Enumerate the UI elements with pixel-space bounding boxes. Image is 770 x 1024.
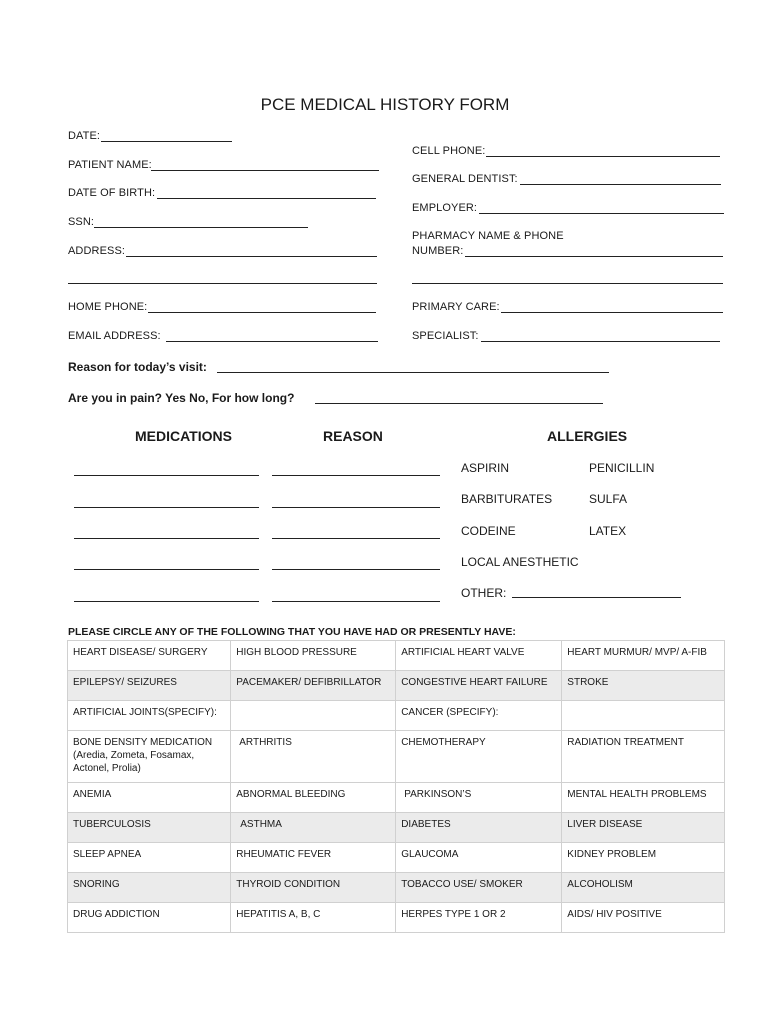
condition-cell[interactable]: HERPES TYPE 1 OR 2 xyxy=(396,903,562,933)
condition-cell[interactable]: ARTIFICIAL JOINTS(SPECIFY): xyxy=(68,701,231,731)
table-row xyxy=(68,701,725,731)
address-label: ADDRESS: xyxy=(68,245,126,257)
condition-cell[interactable]: SNORING xyxy=(68,873,231,903)
condition-cell[interactable]: TUBERCULOSIS xyxy=(68,813,231,843)
bone-density-detail: Actonel, Prolia) xyxy=(73,763,141,774)
bone-density-detail: (Aredia, Zometa, Fosamax, xyxy=(73,750,195,761)
medications-header: MEDICATIONS xyxy=(135,428,232,444)
patient-name-label: PATIENT NAME: xyxy=(68,159,152,171)
condition-cell[interactable]: ANEMIA xyxy=(68,783,231,813)
medication-field-2[interactable] xyxy=(74,507,259,508)
condition-cell[interactable]: AIDS/ HIV POSITIVE xyxy=(562,903,725,933)
reason-header: REASON xyxy=(323,428,383,444)
condition-cell[interactable]: MENTAL HEALTH PROBLEMS xyxy=(562,783,725,813)
condition-cell[interactable]: DIABETES xyxy=(396,813,562,843)
pharmacy-label: PHARMACY NAME & PHONE xyxy=(412,230,564,242)
condition-cell[interactable]: HEPATITIS A, B, C xyxy=(231,903,396,933)
cell-phone-field[interactable] xyxy=(486,156,720,157)
ssn-label: SSN: xyxy=(68,216,95,228)
reason-field-4[interactable] xyxy=(272,569,440,570)
medication-field-5[interactable] xyxy=(74,601,259,602)
condition-cell[interactable]: ALCOHOLISM xyxy=(562,873,725,903)
allergy-aspirin[interactable]: ASPIRIN xyxy=(461,461,510,475)
email-label: EMAIL ADDRESS: xyxy=(68,330,161,342)
condition-cell[interactable]: ABNORMAL BLEEDING xyxy=(231,783,396,813)
condition-cell[interactable]: RADIATION TREATMENT xyxy=(562,731,725,783)
employer-field[interactable] xyxy=(479,213,724,214)
table-row xyxy=(68,731,725,783)
pharmacy-number-label: NUMBER: xyxy=(412,245,464,257)
cell-phone-label: CELL PHONE: xyxy=(412,145,486,157)
condition-cell[interactable]: THYROID CONDITION xyxy=(231,873,396,903)
primary-care-label: PRIMARY CARE: xyxy=(412,301,500,313)
conditions-heading: PLEASE CIRCLE ANY OF THE FOLLOWING THAT YOU HAVE HAD OR PRESENTLY HAVE: xyxy=(68,626,516,638)
allergy-sulfa[interactable]: SULFA xyxy=(589,492,628,506)
reason-field-1[interactable] xyxy=(272,475,440,476)
table-row xyxy=(68,843,725,873)
pain-duration-field[interactable] xyxy=(315,403,603,404)
date-label: DATE: xyxy=(68,130,101,142)
allergy-codeine[interactable]: CODEINE xyxy=(461,524,516,538)
email-field[interactable] xyxy=(166,341,378,342)
general-dentist-label: GENERAL DENTIST: xyxy=(412,173,518,185)
allergy-local-anesthetic[interactable]: LOCAL ANESTHETIC xyxy=(461,555,579,569)
condition-cell[interactable]: PARKINSON’S xyxy=(396,783,562,813)
address-field-line-2[interactable] xyxy=(68,283,377,284)
medication-field-4[interactable] xyxy=(74,569,259,570)
ssn-field[interactable] xyxy=(94,227,308,228)
allergy-latex[interactable]: LATEX xyxy=(589,524,627,538)
medication-field-1[interactable] xyxy=(74,475,259,476)
conditions-table xyxy=(67,640,725,933)
reason-field-3[interactable] xyxy=(272,538,440,539)
condition-cell[interactable]: ARTIFICIAL HEART VALVE xyxy=(396,641,562,671)
cancer-specify-cell[interactable] xyxy=(562,701,725,731)
medication-field-3[interactable] xyxy=(74,538,259,539)
condition-cell[interactable]: STROKE xyxy=(562,671,725,701)
condition-cell[interactable]: ASTHMA xyxy=(231,813,396,843)
condition-cell[interactable]: ARTHRITIS xyxy=(231,731,396,783)
reason-field-5[interactable] xyxy=(272,601,440,602)
reason-field-2[interactable] xyxy=(272,507,440,508)
allergy-penicillin[interactable]: PENICILLIN xyxy=(589,461,655,475)
condition-cell[interactable]: HIGH BLOOD PRESSURE xyxy=(231,641,396,671)
allergy-other-label: OTHER: xyxy=(461,586,507,600)
condition-cell[interactable]: CONGESTIVE HEART FAILURE xyxy=(396,671,562,701)
allergy-other-field[interactable] xyxy=(512,597,681,598)
table-row xyxy=(68,783,725,813)
dob-field[interactable] xyxy=(157,198,376,199)
pharmacy-field-line-2[interactable] xyxy=(412,283,723,284)
dob-label: DATE OF BIRTH: xyxy=(68,187,156,199)
employer-label: EMPLOYER: xyxy=(412,202,478,214)
condition-cell[interactable] xyxy=(68,731,231,783)
allergy-barbiturates[interactable]: BARBITURATES xyxy=(461,492,553,506)
form-title: PCE MEDICAL HISTORY FORM xyxy=(260,95,510,114)
allergies-header: ALLERGIES xyxy=(547,428,628,444)
home-phone-field[interactable] xyxy=(148,312,376,313)
general-dentist-field[interactable] xyxy=(520,184,721,185)
visit-reason-field[interactable] xyxy=(217,372,609,373)
condition-cell[interactable]: SLEEP APNEA xyxy=(68,843,231,873)
bone-density-label: BONE DENSITY MEDICATION xyxy=(73,737,213,748)
visit-reason-label: Reason for today’s visit: xyxy=(68,360,207,374)
condition-cell[interactable]: DRUG ADDICTION xyxy=(68,903,231,933)
table-row xyxy=(68,813,725,843)
condition-cell[interactable]: GLAUCOMA xyxy=(396,843,562,873)
date-field[interactable] xyxy=(101,141,232,142)
table-row xyxy=(68,641,725,671)
condition-cell[interactable]: PACEMAKER/ DEFIBRILLATOR xyxy=(231,671,396,701)
address-field[interactable] xyxy=(126,256,377,257)
artificial-joints-specify-cell[interactable] xyxy=(231,701,396,731)
specialist-label: SPECIALIST: xyxy=(412,330,479,342)
pharmacy-field[interactable] xyxy=(465,256,723,257)
condition-cell[interactable]: TOBACCO USE/ SMOKER xyxy=(396,873,562,903)
patient-name-field[interactable] xyxy=(151,170,379,171)
condition-cell[interactable]: KIDNEY PROBLEM xyxy=(562,843,725,873)
primary-care-field[interactable] xyxy=(501,312,723,313)
pain-question: Are you in pain? Yes No, For how long? xyxy=(68,391,295,405)
condition-cell[interactable]: HEART DISEASE/ SURGERY xyxy=(68,641,231,671)
condition-cell[interactable]: CANCER (SPECIFY): xyxy=(396,701,562,731)
condition-cell[interactable]: CHEMOTHERAPY xyxy=(396,731,562,783)
condition-cell[interactable]: HEART MURMUR/ MVP/ A-FIB xyxy=(562,641,725,671)
table-row xyxy=(68,873,725,903)
condition-cell[interactable]: RHEUMATIC FEVER xyxy=(231,843,396,873)
table-row xyxy=(68,671,725,701)
table-row xyxy=(68,903,725,933)
condition-cell[interactable]: EPILEPSY/ SEIZURES xyxy=(68,671,231,701)
specialist-field[interactable] xyxy=(481,341,720,342)
home-phone-label: HOME PHONE: xyxy=(68,301,148,313)
condition-cell[interactable]: LIVER DISEASE xyxy=(562,813,725,843)
